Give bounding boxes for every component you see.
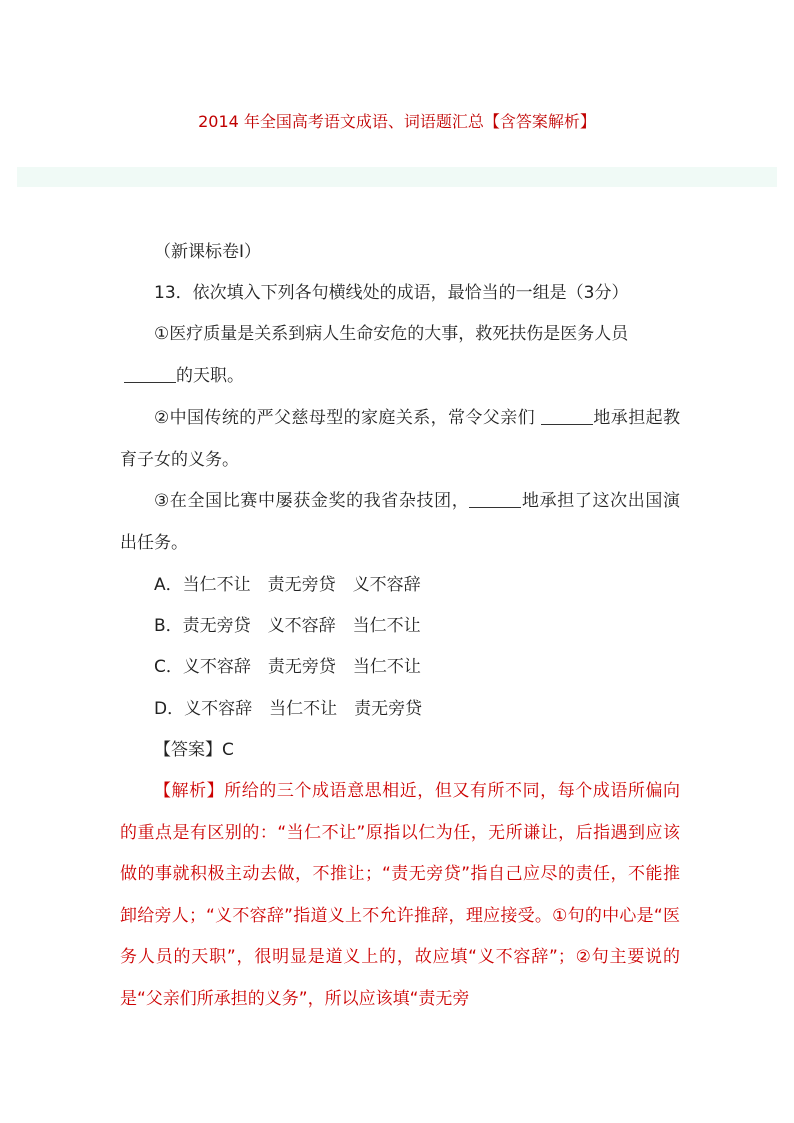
answer-label: 【答案】C [154, 740, 234, 760]
sentence-3-text-b: 地承担了这次出国演出任务。 [120, 491, 680, 553]
sentence-1 [120, 314, 680, 397]
option-c: C．义不容辞 责无旁贷 当仁不让 [154, 657, 421, 677]
sentence-2-text-a: ②中国传统的严父慈母型的家庭关系，常令父亲们 [154, 408, 535, 428]
sentence-3-text-a: ③在全国比赛中屡获金奖的我省杂技团， [154, 491, 470, 511]
document-title: 2014 年全国高考语文成语、词语题汇总【含答案解析】 [198, 112, 596, 131]
blank-1 [124, 366, 176, 383]
sentence-2-text-b: 地承担起教育子女的义务。 [120, 408, 680, 470]
sentence-1-text-b: 的天职。 [176, 365, 244, 386]
option-b: B．责无旁贷 义不容辞 当仁不让 [154, 616, 421, 636]
blank-2 [541, 408, 593, 425]
section-label: （新课标卷Ⅰ） [154, 242, 262, 262]
question-stem: 13．依次填入下列各句横线处的成语，最恰当的一组是（3分） [154, 283, 629, 303]
option-d: D．义不容辞 当仁不让 责无旁贷 [154, 699, 423, 719]
sentence-2 [120, 398, 680, 481]
option-a: A．当仁不让 责无旁贷 义不容辞 [154, 575, 421, 595]
analysis-text: 【解析】所给的三个成语意思相近，但又有所不同，每个成语所偏向的重点是有区别的：“当仁不让”原指以仁为任，无所谦让，后指遇到应该做的事就积极主动去做，不推让；“责无旁贷”指自己应尽的责任，不能推卸给旁人；“义不容辞”指道义上不允许推辞，理应接受。①句的中心是“医务人员的天职”，很明显是道义上的，故应填“义不容辞”；②句主要说的是“父亲们所承担的义务”，所以应该填“责无旁 [120, 781, 680, 1009]
blank-3 [469, 491, 521, 508]
sentence-1-text-a: ①医疗质量是关系到病人生命安危的大事，救死扶伤是医务人员 [154, 324, 629, 344]
header-band [17, 167, 777, 187]
sentence-3 [120, 481, 680, 564]
